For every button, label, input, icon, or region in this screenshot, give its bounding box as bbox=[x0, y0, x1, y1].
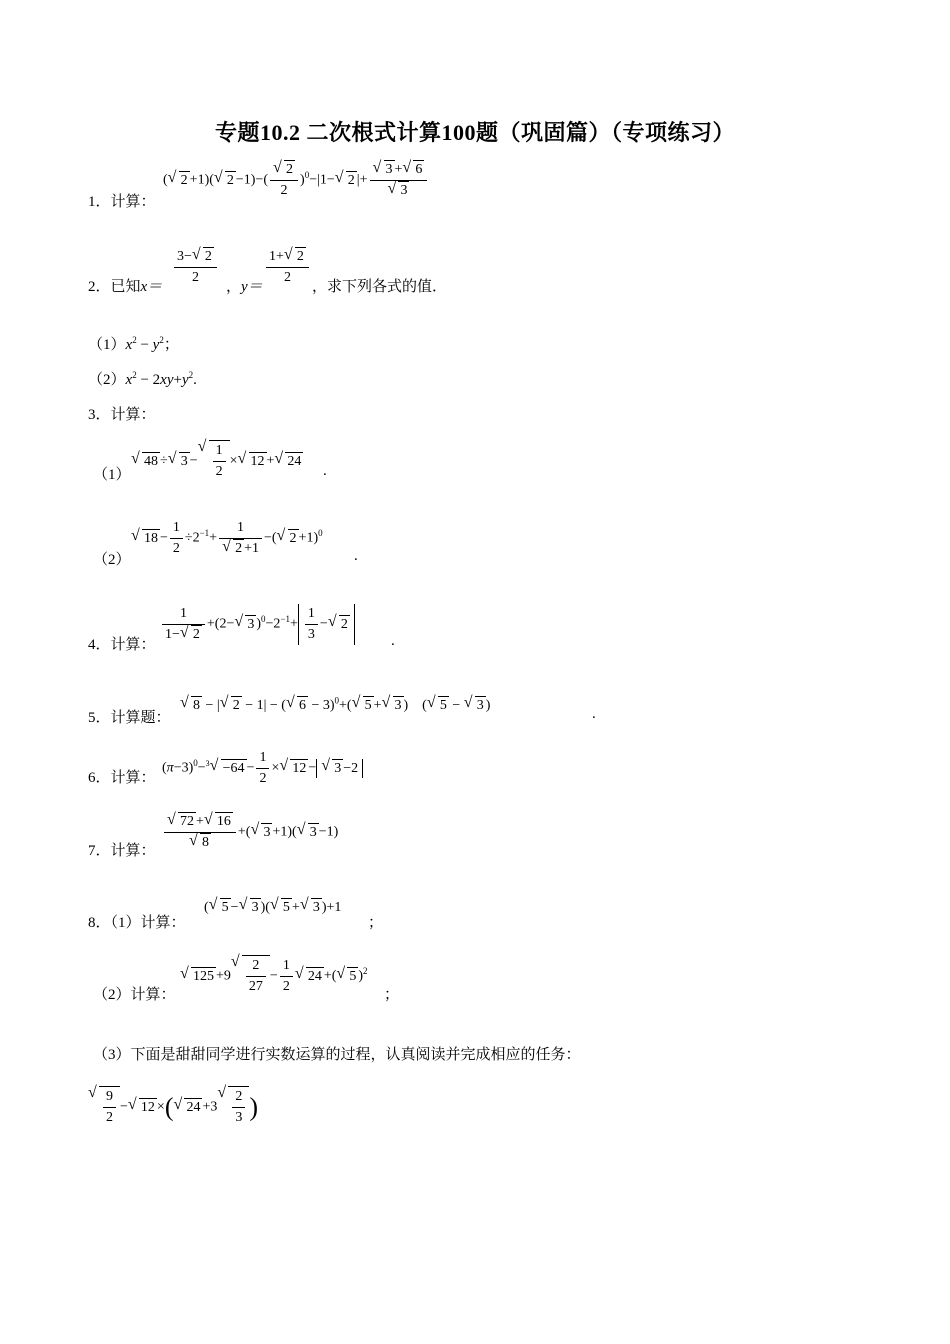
q8-sub1-semicolon: ； bbox=[368, 915, 384, 931]
q2-sub2-label: （2） bbox=[88, 372, 126, 388]
q4-label: 4．计算： bbox=[88, 637, 156, 653]
q7-formula: √ 72 +√ 16 √ 8 +(√ 3 +1)(√ 3 −1) bbox=[162, 812, 338, 853]
q2-prefix: 2．已知 bbox=[88, 279, 141, 295]
q2-sub2: $(2)x^2 - 2xy+y^2$. bbox=[88, 370, 197, 388]
q8-sub3-text: （3）下面是甜甜同学进行实数运算的过程，认真阅读并完成相应的任务： bbox=[93, 1047, 581, 1063]
q6-formula: $(\pi-3)^0-^3√ -64$ − $\frac{1}{2}$ ×√ 12 −√ 3 −2 bbox=[162, 748, 363, 789]
q3-sub2-label: （2） bbox=[93, 552, 131, 568]
q5-period: . bbox=[592, 706, 596, 722]
q3-sub1-label: （1） bbox=[93, 467, 131, 483]
q1-formula: (√ 2 +1)(√ 2 −1)−( √ $\frac{2}{2}$ )$^0$−|1−√ 2 |+ √ 3 +√ 6 √ 3 bbox=[163, 160, 429, 201]
q7-label: 7．计算： bbox=[88, 843, 156, 859]
q5-formula: √ 8 − |√ 2 − 1| − (√ 6 − 3)$^0$+(√ 5 +√ 3 ) (√ 5 − √ 3 ) bbox=[180, 694, 490, 715]
q3-sub1-period: . bbox=[323, 463, 327, 479]
q6-label: 6．计算： bbox=[88, 770, 156, 786]
q8-sub1-formula: (√ 5 −√ 3 )(√ 5 +√ 3 )+1 bbox=[204, 898, 341, 917]
q3-sub1-formula: √ 48 ÷√ 3 − √ $\frac{1}{2}$ ×√ 12 +√ 24 bbox=[131, 440, 303, 482]
q3-sub2-formula: √ 18 − $\frac{1}{2}$ $\div 2^{-1}+$ 1 √ 2 +1 −(√ 2 +1)$^0$ bbox=[131, 518, 323, 559]
q2-y-value: $\frac{1+√ 2}{2}$ bbox=[264, 247, 311, 288]
q2-sub1-label: （1） bbox=[88, 337, 126, 353]
q2-x-eq: x＝ bbox=[140, 279, 163, 295]
q8-label: 8．（1）计算： bbox=[88, 915, 186, 931]
q4-formula: $\frac{1}{1-√ 2}$ +(2−√ 3 )$^0-2^{-1}+$ $\frac{1}{3}$ −√ 2 bbox=[160, 604, 355, 645]
q1-label: 1．计算： bbox=[88, 194, 156, 210]
q8-sub2-formula: √ 125 +9 √ $\frac{2}{27}$ − $\frac{1}{2}$ √ 24 +(√ 5 )$^2$ bbox=[180, 955, 368, 997]
q8-sub2-label: （2）计算： bbox=[93, 987, 176, 1003]
q4-period: . bbox=[391, 633, 395, 649]
q2-y-label: y＝ bbox=[241, 279, 263, 295]
q2-label bbox=[88, 275, 162, 296]
q3-label: 3．计算： bbox=[88, 407, 156, 423]
q2-tail: ，求下列各式的值． bbox=[312, 279, 448, 295]
q2-y-eq bbox=[226, 275, 263, 296]
q2-x-value: $\frac{3-√ 2}{2}$ bbox=[172, 247, 219, 288]
page-title: 专题10.2 二次根式计算100题（巩固篇）（专项练习） bbox=[214, 120, 735, 145]
q5-label: 5．计算题： bbox=[88, 710, 171, 726]
q8-sub2-semicolon: ； bbox=[384, 987, 400, 1003]
q3-sub2-period: . bbox=[354, 548, 358, 564]
q8-sub3-formula: √ $\frac{9}{2}$ −√ 12 ×(√ 24 +3 √ $\frac{2}{3}$ ) bbox=[88, 1086, 258, 1128]
q2-comma: ， bbox=[226, 279, 242, 295]
q2-sub1: $(1)x^2 - y^2$； bbox=[88, 335, 179, 353]
